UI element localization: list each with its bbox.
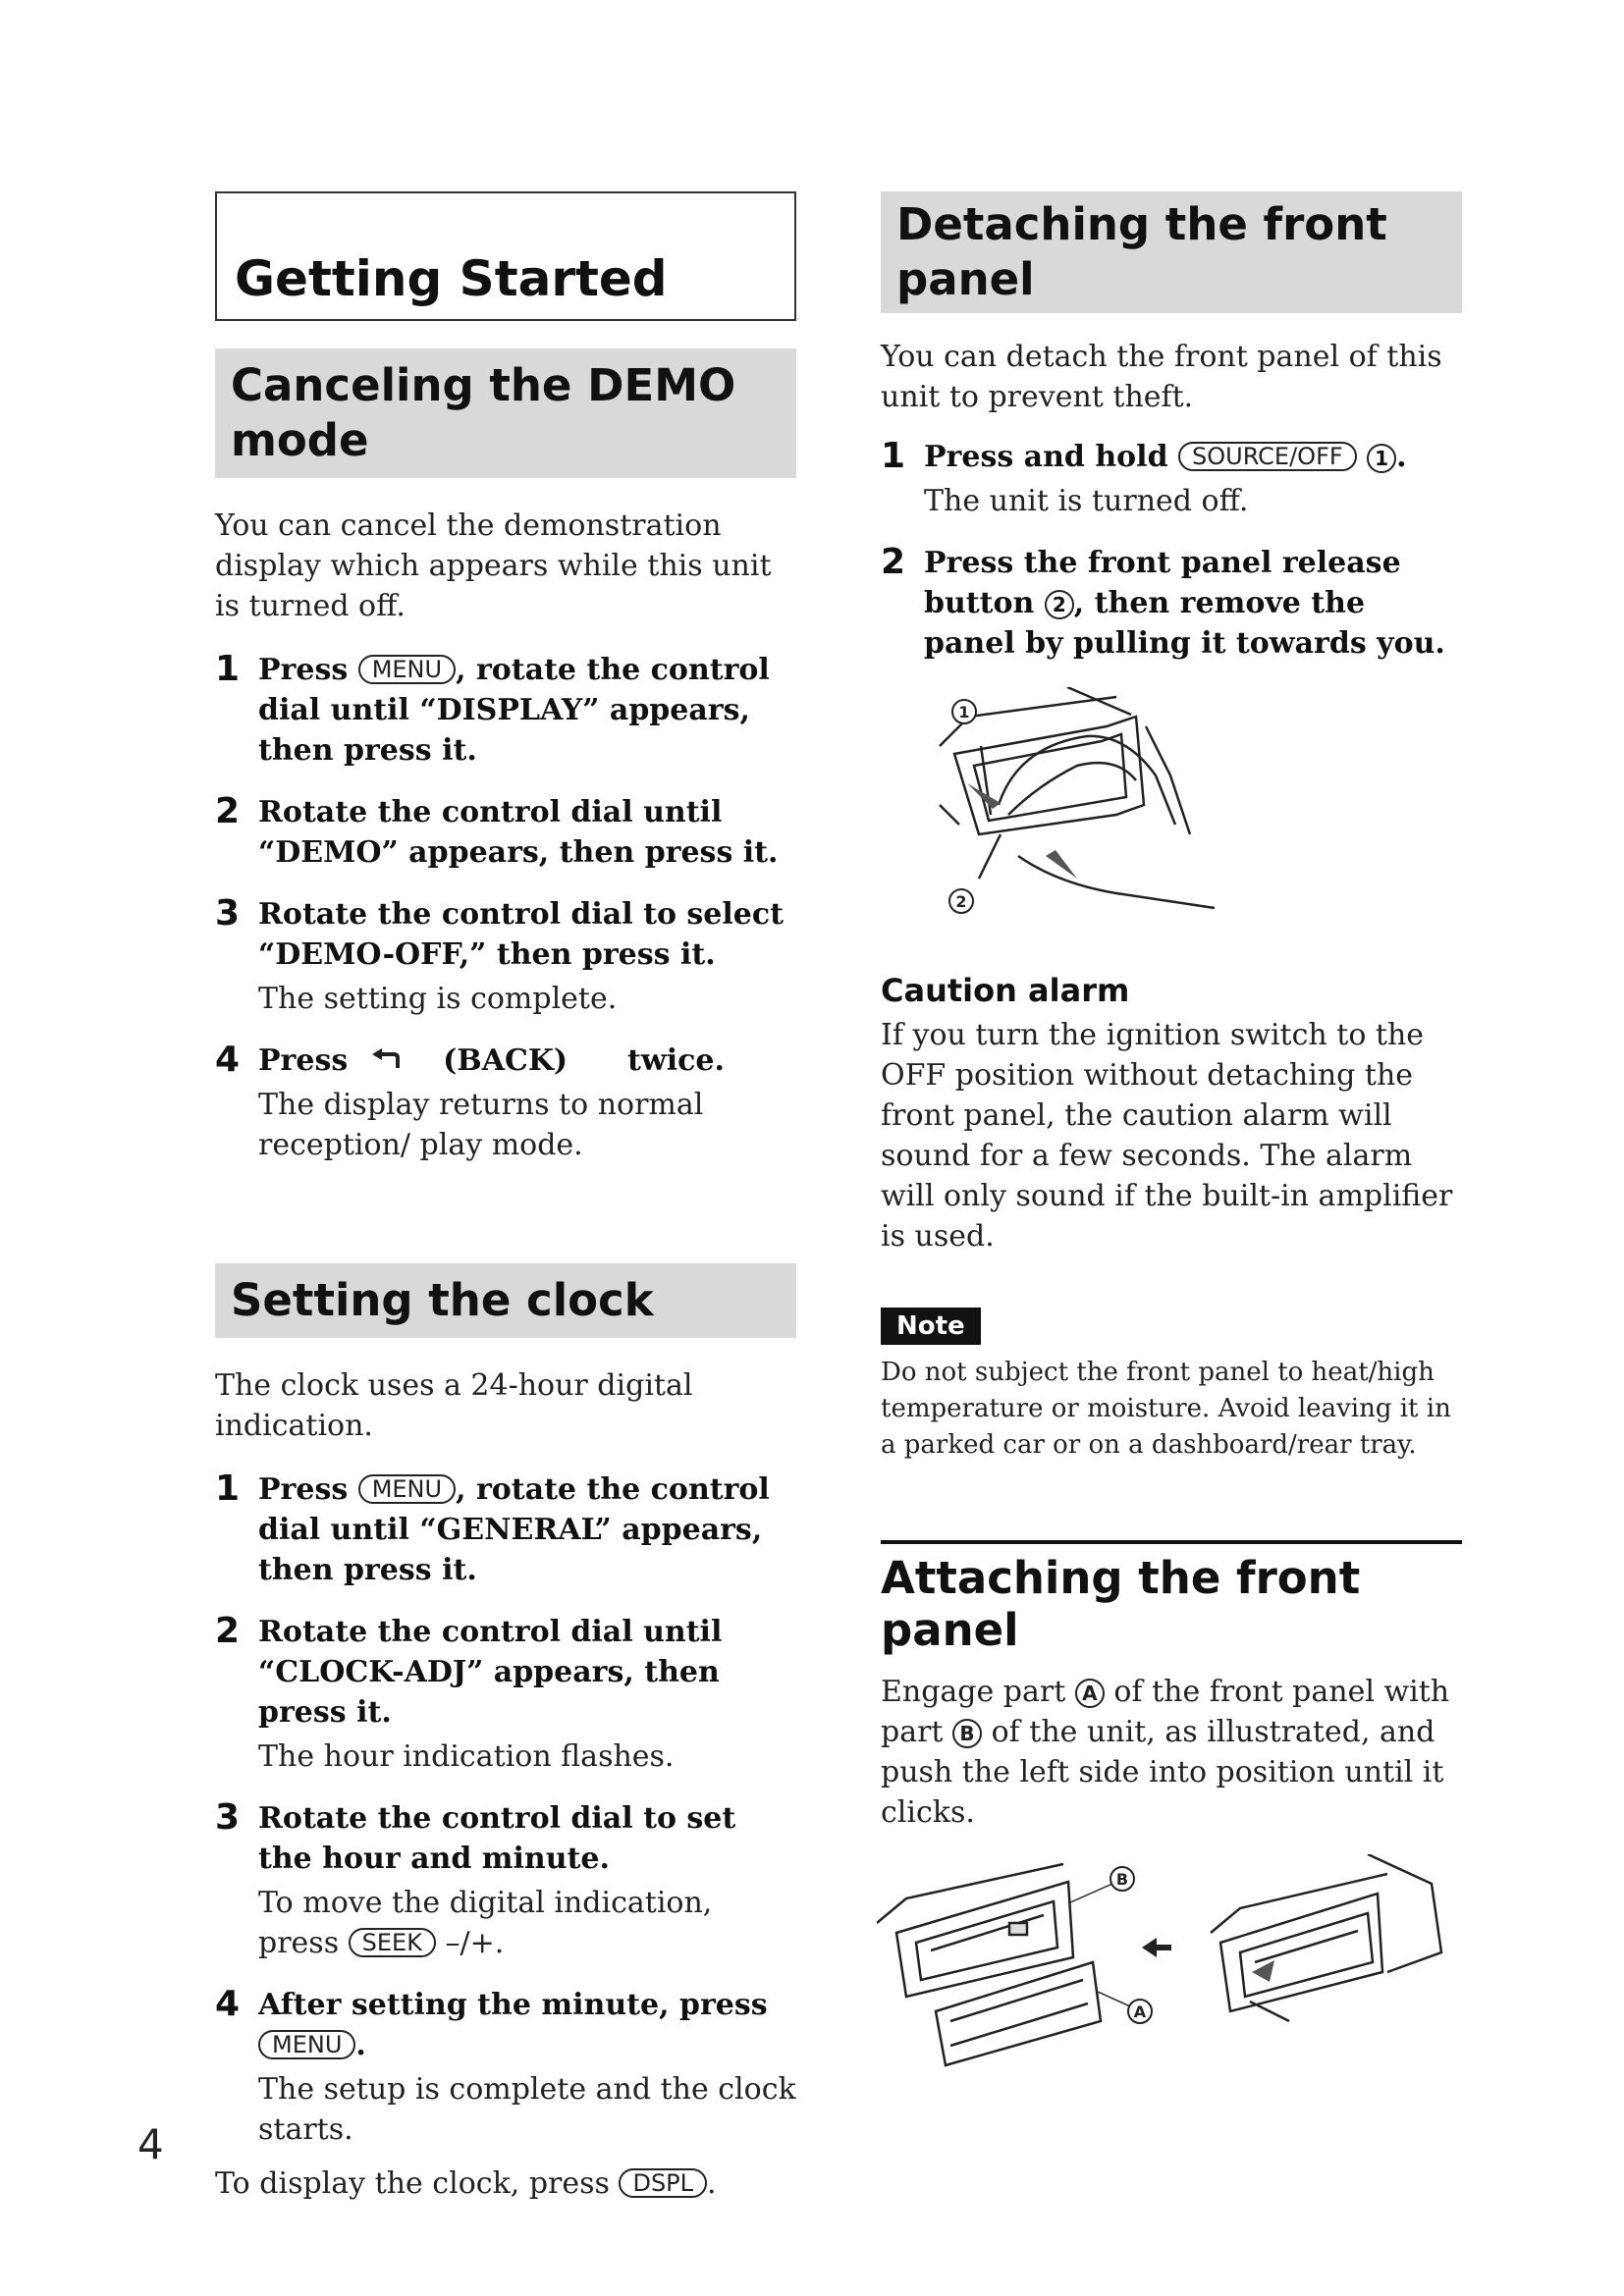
step-text: Rotate the control dial until “DEMO” appears, then press it. bbox=[258, 795, 779, 870]
step-text: , then remove the panel by pulling it towards you. bbox=[924, 586, 1445, 661]
step-text: Press and hold bbox=[924, 440, 1168, 474]
clock-intro: The clock uses a 24-hour digital indication. bbox=[215, 1368, 693, 1443]
step-number: 2 bbox=[215, 791, 241, 831]
figure-marker: B bbox=[1115, 1870, 1129, 1889]
attach-illustration bbox=[877, 1854, 1466, 2080]
demo-step-3 bbox=[215, 894, 796, 1019]
figure-marker: 1 bbox=[958, 703, 970, 721]
clock-step-2 bbox=[215, 1612, 796, 1777]
step-text: Rotate the control dial until “CLOCK-ADJ” appears, then press it. bbox=[258, 1615, 723, 1730]
callout-marker: 1 bbox=[1367, 444, 1396, 473]
back-arrow-icon bbox=[368, 1048, 409, 1074]
detach-step-1 bbox=[881, 437, 1462, 521]
clock-step-3 bbox=[215, 1798, 796, 1963]
right-column bbox=[881, 191, 1462, 2080]
clock-step-4 bbox=[215, 1985, 796, 2150]
note-text: Do not subject the front panel to heat/high temperature or moisture. Avoid leaving it in a parked car or on a dashboard/rear tray. bbox=[881, 1358, 1451, 1460]
detach-step-2 bbox=[881, 543, 1462, 664]
step-text: Press bbox=[258, 1472, 349, 1507]
demo-intro: You can cancel the demonstration display which appears while this unit is turned off. bbox=[215, 508, 772, 623]
page-title-box bbox=[215, 191, 796, 321]
step-result: The setting is complete. bbox=[258, 982, 618, 1016]
clock-footer bbox=[215, 2163, 796, 2204]
step-number: 2 bbox=[881, 542, 906, 582]
demo-heading: Canceling the DEMO mode bbox=[215, 348, 796, 478]
step-text: Press the front panel release button bbox=[924, 546, 1401, 620]
attach-heading: Attaching the front panel bbox=[881, 1540, 1462, 1656]
attach-text-part: of the front panel with part bbox=[881, 1675, 1450, 1749]
step-text: Rotate the control dial to select “DEMO-OFF,” then press it. bbox=[258, 897, 784, 972]
step-text: twice. bbox=[627, 1043, 725, 1078]
attach-text-part: Engage part bbox=[881, 1675, 1066, 1709]
step-text: , rotate the control dial until “GENERAL” appears, then press it. bbox=[258, 1472, 770, 1587]
step-number: 3 bbox=[215, 893, 241, 934]
step-result: The setup is complete and the clock starts. bbox=[258, 2072, 796, 2147]
demo-step-1 bbox=[215, 650, 796, 771]
part-b-marker: B bbox=[952, 1719, 982, 1748]
clock-step-1 bbox=[215, 1469, 796, 1590]
step-number: 1 bbox=[215, 1468, 241, 1509]
attach-text-part: of the unit, as illustrated, and push the left side into position until it clicks. bbox=[881, 1715, 1444, 1830]
step-number: 1 bbox=[215, 649, 241, 689]
note-label: Note bbox=[881, 1308, 981, 1345]
menu-key: MENU bbox=[358, 655, 456, 684]
step-text: Press bbox=[258, 653, 349, 687]
caution-heading: Caution alarm bbox=[881, 972, 1130, 1009]
step-result: The hour indication flashes. bbox=[258, 1739, 675, 1774]
back-key-label: (BACK) bbox=[443, 1043, 568, 1078]
attach-text bbox=[881, 1672, 1462, 1833]
page-number: 4 bbox=[137, 2120, 164, 2168]
step-text: . bbox=[355, 2028, 366, 2062]
step-number: 1 bbox=[881, 436, 906, 476]
detach-illustration bbox=[920, 687, 1273, 933]
step-number: 3 bbox=[215, 1797, 241, 1838]
part-a-marker: A bbox=[1075, 1679, 1105, 1708]
figure-marker: 2 bbox=[955, 892, 967, 911]
demo-step-4 bbox=[215, 1041, 796, 1165]
step-result: To move the digital indication, press bbox=[258, 1886, 713, 1960]
step-number: 2 bbox=[215, 1611, 241, 1651]
footer-text: To display the clock, press bbox=[215, 2166, 610, 2201]
step-text: , rotate the control dial until “DISPLAY” appears, then press it. bbox=[258, 653, 770, 768]
menu-key: MENU bbox=[358, 1474, 456, 1504]
footer-text: . bbox=[707, 2166, 717, 2201]
callout-marker: 2 bbox=[1045, 590, 1074, 619]
step-text: Press bbox=[258, 1043, 349, 1078]
demo-step-2 bbox=[215, 792, 796, 873]
left-column bbox=[215, 191, 796, 2204]
detach-heading: Detaching the front panel bbox=[881, 191, 1462, 313]
caution-text: If you turn the ignition switch to the OFF position without detaching the front panel, the caution alarm will sound for a few seconds. The alarm will only sound if the built-in amplifier is used. bbox=[881, 1018, 1453, 1254]
step-text: . bbox=[1396, 440, 1407, 474]
step-result: –/+. bbox=[445, 1926, 505, 1960]
note-block bbox=[881, 1308, 1462, 1464]
step-result: The unit is turned off. bbox=[924, 484, 1249, 518]
step-text: Rotate the control dial to set the hour and minute. bbox=[258, 1801, 736, 1876]
detach-intro: You can detach the front panel of this unit to prevent theft. bbox=[881, 340, 1442, 414]
page-title: Getting Started bbox=[235, 250, 668, 307]
seek-key: SEEK bbox=[349, 1928, 436, 1957]
dspl-key: DSPL bbox=[619, 2168, 707, 2198]
step-number: 4 bbox=[215, 1040, 241, 1080]
menu-key: MENU bbox=[258, 2030, 355, 2059]
source-off-key: SOURCE/OFF bbox=[1178, 442, 1357, 471]
step-number: 4 bbox=[215, 1984, 241, 2024]
step-text: After setting the minute, press bbox=[258, 1988, 768, 2022]
clock-heading: Setting the clock bbox=[215, 1263, 796, 1338]
step-result: The display returns to normal reception/ play mode. bbox=[258, 1088, 704, 1162]
figure-marker: A bbox=[1133, 2002, 1147, 2021]
